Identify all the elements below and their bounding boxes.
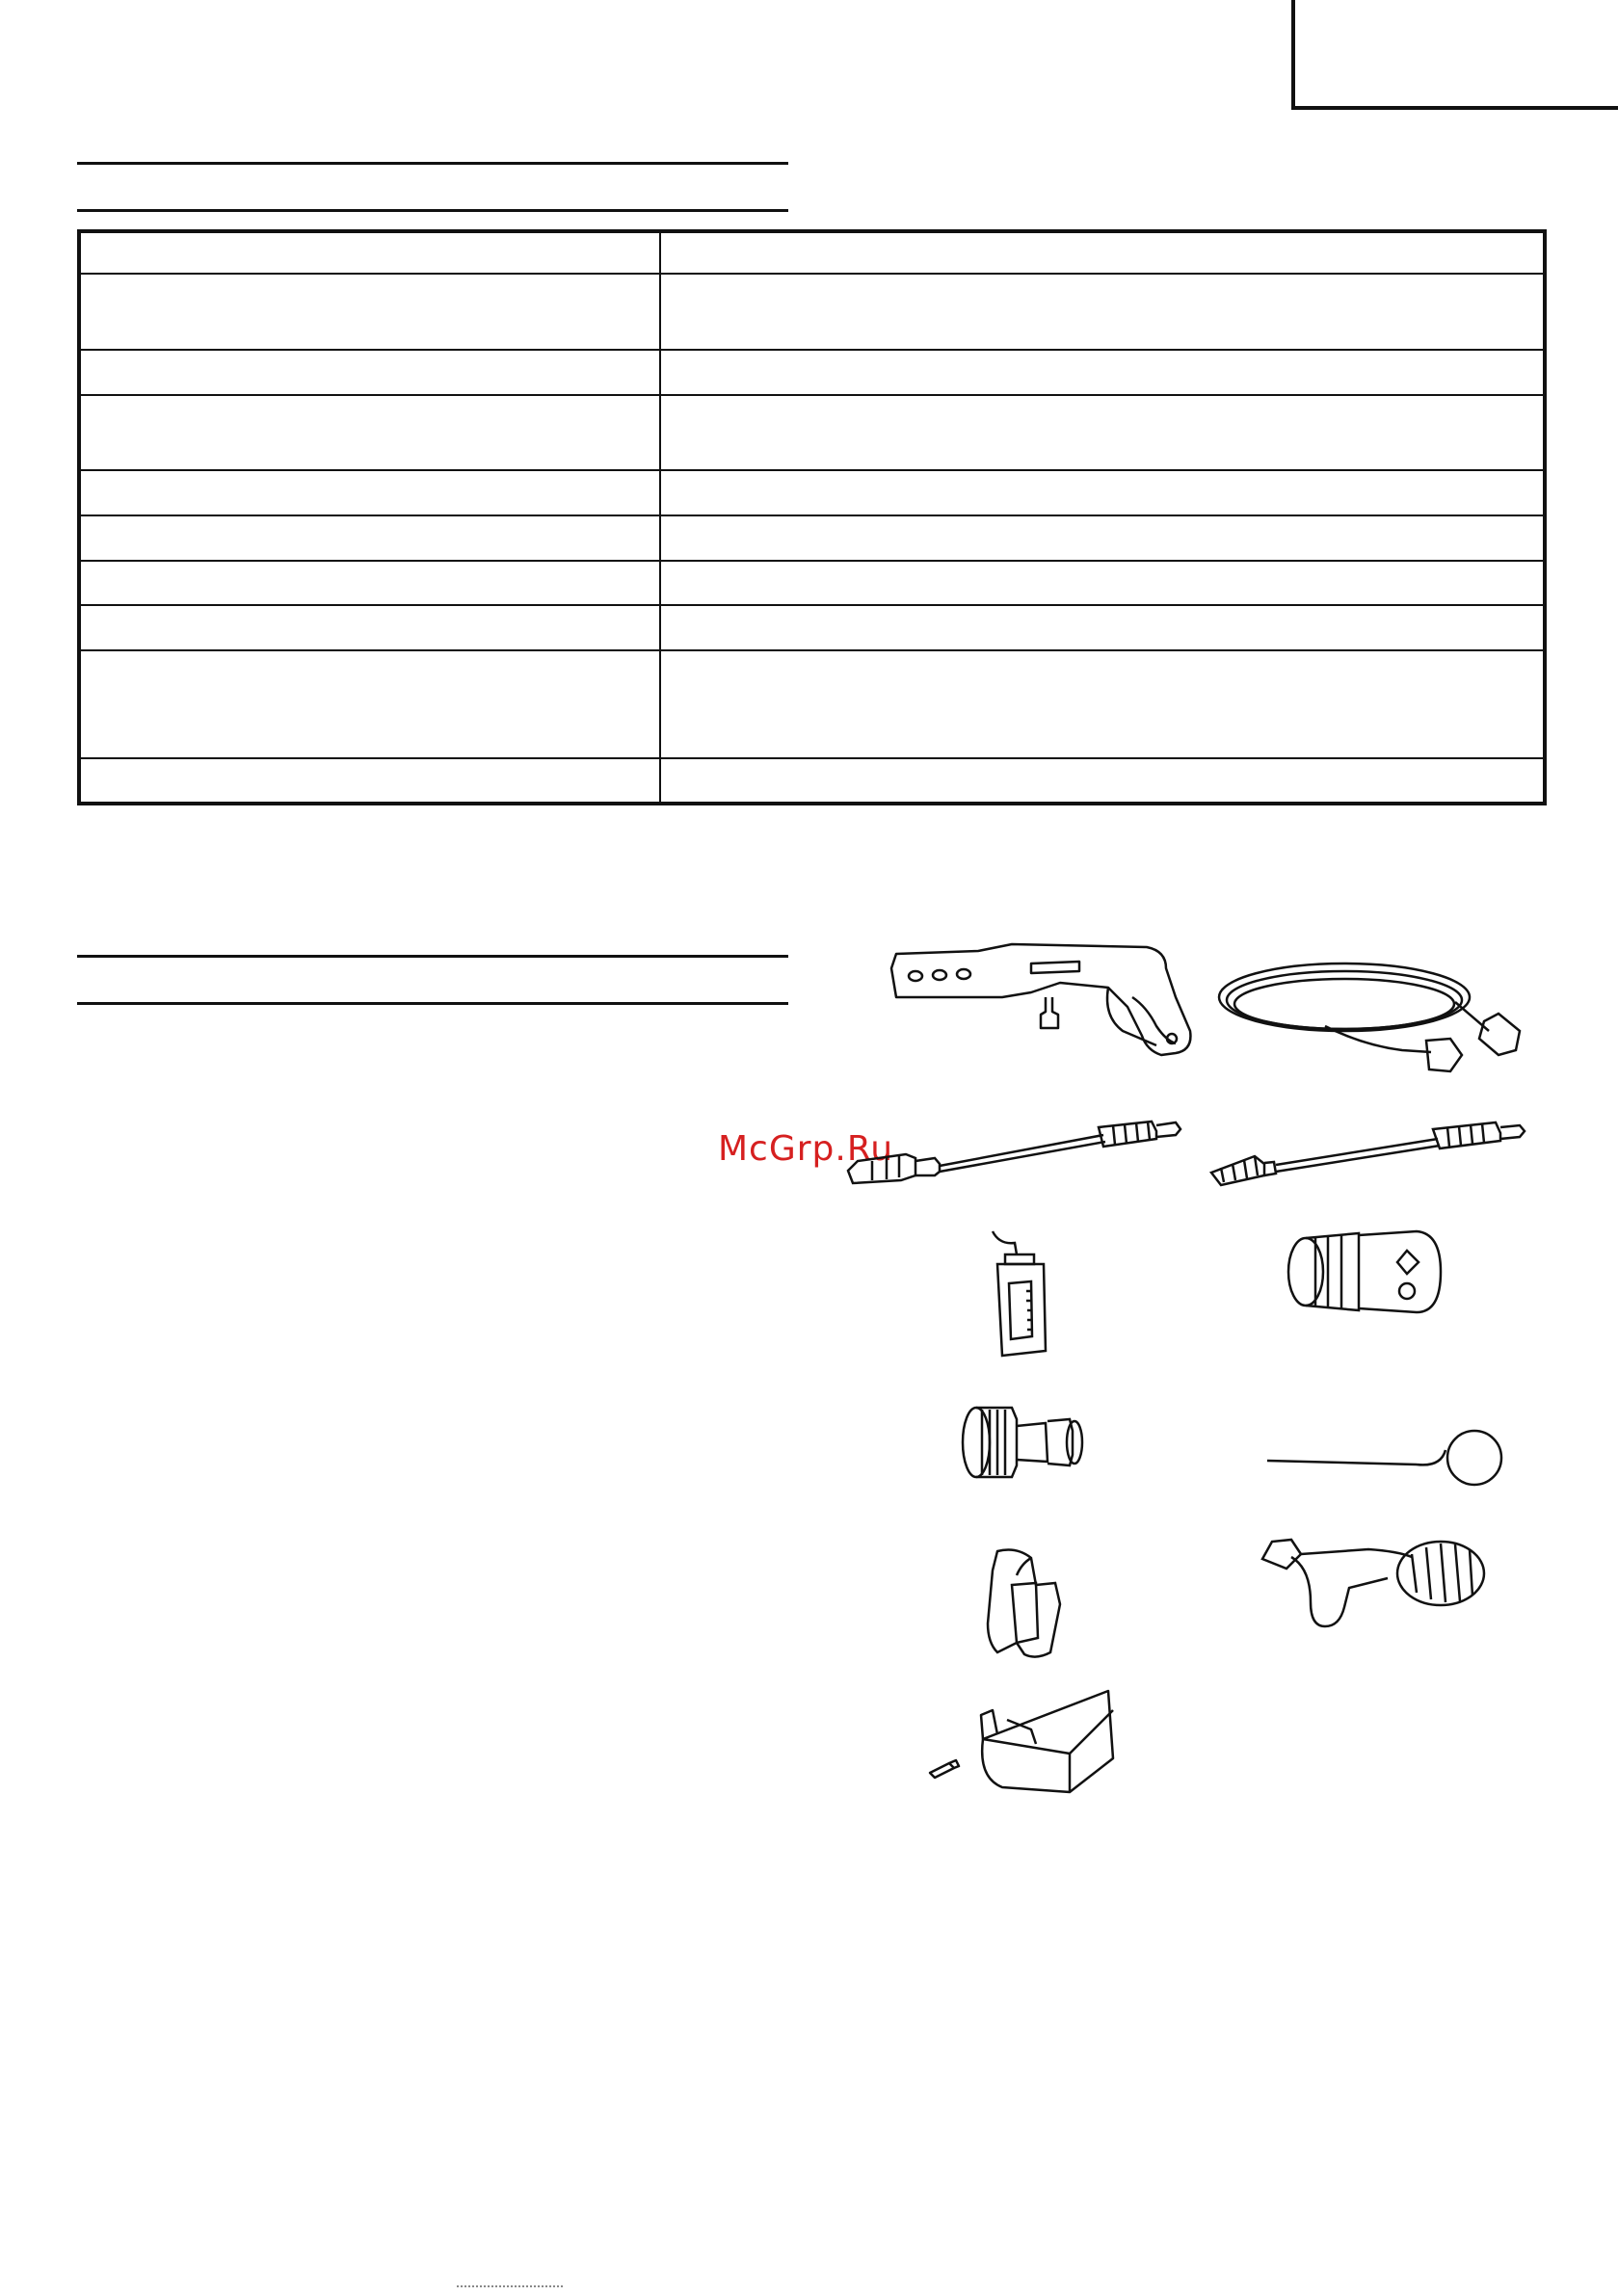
spray-gun-icon xyxy=(887,939,1195,1065)
table-cell xyxy=(660,650,1545,758)
table-cell xyxy=(660,515,1545,561)
page-number-box xyxy=(1291,0,1618,110)
table-cell xyxy=(79,605,660,650)
table-cell xyxy=(660,395,1545,470)
lance-icon xyxy=(843,1108,1185,1190)
watermark-text: McGrp.Ru xyxy=(718,1129,894,1169)
table-cell xyxy=(79,758,660,804)
table-cell xyxy=(660,470,1545,515)
footer-mark xyxy=(457,2285,563,2291)
adapter-icon xyxy=(959,1402,1089,1479)
hook-icon xyxy=(925,1681,1118,1807)
table-cell xyxy=(660,758,1545,804)
table-cell xyxy=(660,231,1545,274)
table-cell xyxy=(660,605,1545,650)
specifications-table xyxy=(77,229,1547,805)
table-cell xyxy=(79,650,660,758)
table-cell xyxy=(79,395,660,470)
table-row xyxy=(79,274,1545,350)
bottle-icon xyxy=(988,1226,1055,1360)
table-row xyxy=(79,515,1545,561)
table-cell xyxy=(660,274,1545,350)
table-row xyxy=(79,561,1545,605)
table-row xyxy=(79,395,1545,470)
table-row xyxy=(79,605,1545,650)
table-row xyxy=(79,470,1545,515)
section-heading-rule-top xyxy=(77,162,788,165)
lance-icon xyxy=(1207,1110,1563,1187)
table-cell xyxy=(79,470,660,515)
section-heading-rule-bottom xyxy=(77,209,788,212)
coupler-icon xyxy=(1282,1224,1446,1320)
table-row xyxy=(79,350,1545,395)
section-heading-rule-bottom xyxy=(77,1002,788,1005)
table-row xyxy=(79,650,1545,758)
table-cell xyxy=(79,350,660,395)
section-heading-rule-top xyxy=(77,955,788,958)
table-cell xyxy=(660,350,1545,395)
table-row xyxy=(79,758,1545,804)
holder-icon xyxy=(978,1546,1070,1667)
handle-icon xyxy=(1253,1530,1489,1636)
table-row xyxy=(79,231,1545,274)
needle-icon xyxy=(1262,1426,1513,1493)
table-cell xyxy=(79,231,660,274)
table-cell xyxy=(79,515,660,561)
table-cell xyxy=(79,274,660,350)
table-cell xyxy=(79,561,660,605)
hose-icon xyxy=(1209,954,1537,1089)
table-cell xyxy=(660,561,1545,605)
